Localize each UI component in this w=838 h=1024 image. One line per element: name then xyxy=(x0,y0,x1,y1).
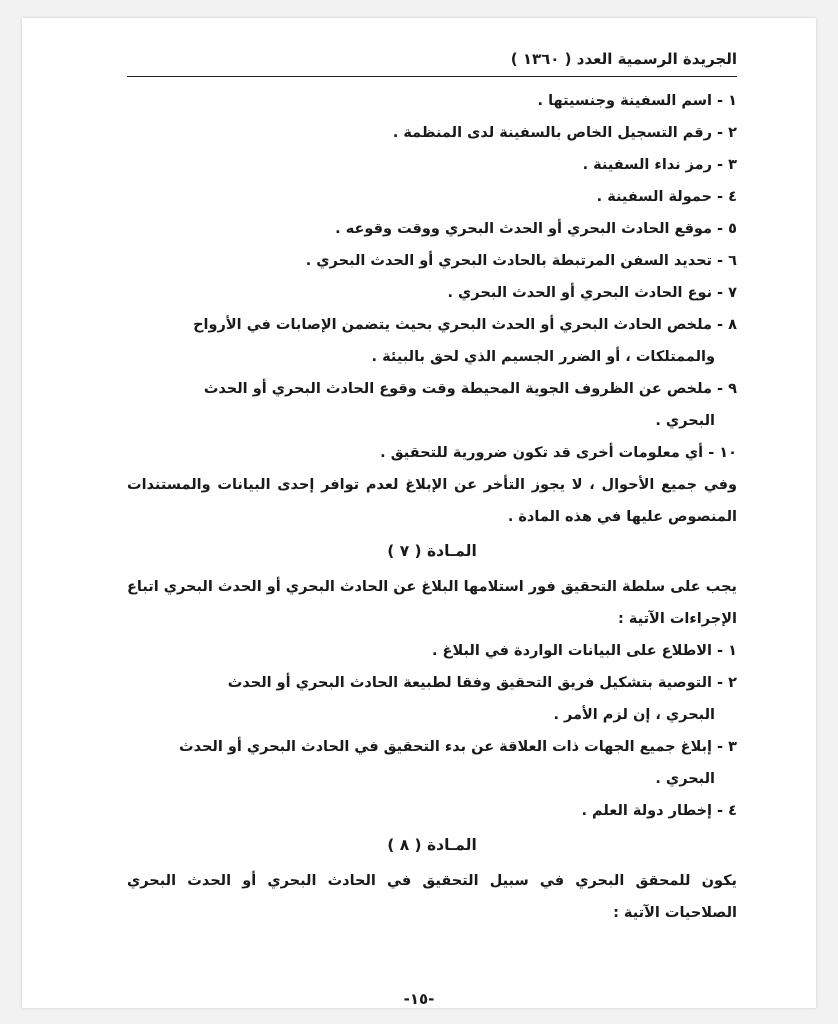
list-item xyxy=(127,309,737,373)
item-continuation: البحري . xyxy=(655,771,715,787)
page-body xyxy=(127,48,737,929)
item-text: - تحديد السفن المرتبطة بالحادث البحري أو الحدث البحري . xyxy=(305,253,724,269)
item-number: ٤ xyxy=(728,189,737,205)
item-number: ٣ xyxy=(728,157,737,173)
item-continuation: البحري . xyxy=(655,413,715,429)
item-number: ١ xyxy=(728,93,737,109)
item-text: - موقع الحادث البحري أو الحدث البحري ووقت وقوعه . xyxy=(335,221,724,237)
page-content xyxy=(127,85,737,929)
list-item xyxy=(127,245,737,277)
item-text: - حمولة السفينة . xyxy=(596,189,724,205)
list-item xyxy=(127,85,737,117)
item-text: - ملخص عن الظروف الجوية المحيطة وقت وقوع الحادث البحري أو الحدث xyxy=(203,381,724,397)
general-provision-paragraph: وفي جميع الأحوال ، لا يجوز التأخر عن الإبلاغ لعدم توافر إحدى البيانات والمستندات المنصوص عليها في هذه المادة . xyxy=(127,477,737,525)
item-text: - إبلاغ جميع الجهات ذات العلاقة عن بدء التحقيق في الحادث البحري أو الحدث xyxy=(179,739,724,755)
item-number: ٣ xyxy=(728,739,737,755)
item-continuation: البحري ، إن لزم الأمر . xyxy=(553,707,715,723)
gazette-header: الجريدة الرسمية العدد ( ١٣٦٠ ) xyxy=(127,48,737,77)
item-number: ٢ xyxy=(728,675,737,691)
item-text: - اسم السفينة وجنسيتها . xyxy=(537,93,724,109)
report-fields-list xyxy=(127,85,737,469)
item-text: - رقم التسجيل الخاص بالسفينة لدى المنظمة . xyxy=(392,125,724,141)
item-number: ٦ xyxy=(728,253,737,269)
item-number: ٨ xyxy=(728,317,737,333)
list-item xyxy=(127,117,737,149)
list-item xyxy=(127,731,737,795)
item-number: ١ xyxy=(728,643,737,659)
list-item xyxy=(127,149,737,181)
item-text: - التوصية بتشكيل فريق التحقيق وفقا لطبيعة الحادث البحري أو الحدث xyxy=(227,675,724,691)
list-item xyxy=(127,277,737,309)
item-text: - ملخص الحادث البحري أو الحدث البحري بحيث يتضمن الإصابات في الأرواح xyxy=(193,317,724,333)
item-number: ٤ xyxy=(728,803,737,819)
article-7-procedures-list xyxy=(127,635,737,827)
item-text: - رمز نداء السفينة . xyxy=(582,157,724,173)
item-text: - أي معلومات أخرى قد تكون ضرورية للتحقيق . xyxy=(380,445,715,461)
list-item xyxy=(127,667,737,731)
page-number: -١٥- xyxy=(403,990,435,1008)
list-item xyxy=(127,181,737,213)
article-7-heading: المـادة ( ٧ ) xyxy=(387,542,477,560)
item-number: ٢ xyxy=(728,125,737,141)
article-8-intro: يكون للمحقق البحري في سبيل التحقيق في الحادث البحري أو الحدث البحري الصلاحيات الآتية : xyxy=(127,873,737,921)
item-text: - نوع الحادث البحري أو الحدث البحري . xyxy=(447,285,724,301)
item-number: ١٠ xyxy=(719,445,737,461)
list-item xyxy=(127,795,737,827)
article-8-heading: المـادة ( ٨ ) xyxy=(387,836,477,854)
list-item xyxy=(127,213,737,245)
document-page xyxy=(22,18,816,1008)
list-item xyxy=(127,373,737,437)
list-item xyxy=(127,437,737,469)
item-number: ٩ xyxy=(728,381,737,397)
article-7-intro: يجب على سلطة التحقيق فور استلامها البلاغ عن الحادث البحري أو الحدث البحري اتباع الإجراءات الآتية : xyxy=(127,579,737,627)
item-number: ٧ xyxy=(728,285,737,301)
list-item xyxy=(127,635,737,667)
item-text: - إخطار دولة العلم . xyxy=(581,803,724,819)
item-number: ٥ xyxy=(728,221,737,237)
item-continuation: والممتلكات ، أو الضرر الجسيم الذي لحق بالبيئة . xyxy=(371,349,715,365)
item-text: - الاطلاع على البيانات الواردة في البلاغ . xyxy=(431,643,724,659)
